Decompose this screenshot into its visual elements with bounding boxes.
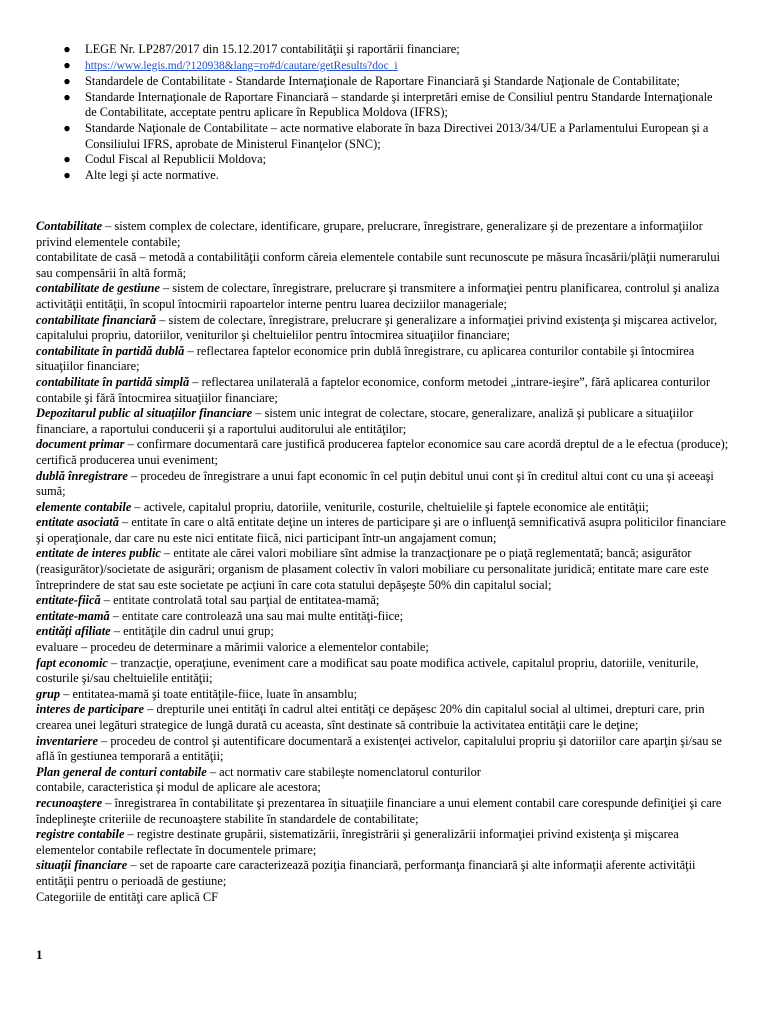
- bullet-icon: ●: [63, 120, 71, 135]
- definition-text: – drepturile unei entităţi în cadrul altei entităţi ce depăşesc 20% din capitalul social al ultimei, drepturi care, prin crearea unei legături strategice de lungă durată cu aceasta, sînt destinate să contribuie la activitatea entităţii care le deţine;: [36, 702, 705, 732]
- definition-term: contabilitate de casă: [36, 250, 137, 265]
- source-text: Standardele de Contabilitate - Standarde Internaţionale de Raportare Financiară şi Standarde Naţionale de Contabilitate;: [85, 74, 680, 89]
- definition-term: document primar: [36, 437, 125, 452]
- definition-term: dublă înregistrare: [36, 468, 128, 483]
- bullet-icon: ●: [63, 57, 71, 72]
- source-text: Standarde Naţionale de Contabilitate – acte normative elaborate în baza Directivei 2013/34/UE a Parlamentului European şi a Consiliului IFRS, aprobate de Ministerul Finanţelor (SNC);: [85, 120, 709, 151]
- bullet-icon: ●: [63, 152, 71, 167]
- definition-text: – entitate în care o altă entitate deţine un interes de participare şi are o influenţă semnificativă asupra politicilor financiare şi operaţionale, dar care nu este nici entitate fiică, nici participant într-un angajament comun;: [36, 515, 726, 545]
- definition-entry: [36, 780, 730, 796]
- source-text: LEGE Nr. LP287/2017 din 15.12.2017 contabilităţii şi raportării financiare;: [85, 42, 460, 56]
- definition-entry: [36, 406, 730, 437]
- source-item: [61, 90, 721, 121]
- definition-text: – sistem de colectare, înregistrare, prelucrare şi generalizare a informaţiei privind existenţa şi mişcarea activelor, capitalului propriu, datoriilor, veniturilor şi cheltuielilor pentru întocmirea situaţiilor financiare;: [36, 312, 718, 343]
- page-number: 1: [36, 947, 43, 962]
- definition-term: Contabilitate: [36, 219, 103, 233]
- definition-term: contabilitate de gestiune: [36, 281, 160, 296]
- source-item: [61, 58, 721, 75]
- source-text: Codul Fiscal al Republicii Moldova;: [85, 152, 267, 167]
- definition-entry: [36, 593, 730, 609]
- source-item: [61, 152, 721, 168]
- definition-entry: [36, 437, 730, 468]
- definition-term: Plan general de conturi contabile: [36, 764, 207, 779]
- definition-text: – activele, capitalul propriu, datoriile, veniturile, costurile, cheltuielile şi faptele economice ale entităţii;: [131, 499, 649, 514]
- definition-entry: [36, 827, 730, 858]
- definition-entry: [36, 702, 730, 733]
- definition-term: contabilitate în partidă dublă: [36, 343, 185, 358]
- definition-term: registre contabile: [36, 827, 125, 842]
- definition-entry: [36, 546, 730, 593]
- definition-text: – procedeu de înregistrare a unui fapt economic în cel puţin debitul unui cont şi în creditul altui cont cu una şi aceeaşi sumă;: [36, 468, 714, 499]
- definition-text: – înregistrarea în contabilitate şi prezentarea în situaţiile financiare a unui element contabil care corespunde definiţiei şi care îndeplineşte criteriile de recunoaştere stabilite în standardele de contabilitate;: [36, 795, 722, 826]
- definition-entry: [36, 515, 730, 546]
- definition-term: contabilitate financiară: [36, 312, 157, 327]
- definition-entry: [36, 344, 730, 375]
- definition-term: entitate de interes public: [36, 546, 161, 561]
- definition-term: entitate-fiică: [36, 593, 101, 608]
- definition-entry: [36, 250, 730, 281]
- source-item: [61, 168, 721, 184]
- definition-entry: [36, 500, 730, 516]
- bullet-icon: ●: [63, 89, 71, 104]
- source-text: Alte legi şi acte normative.: [85, 167, 219, 182]
- bullet-icon: ●: [63, 167, 71, 182]
- definition-entry: [36, 858, 730, 889]
- definitions-list: [36, 219, 730, 905]
- bullet-icon: ●: [63, 74, 71, 89]
- definition-text: – entitate controlată total sau parţial de entitatea-mamă;: [100, 593, 380, 608]
- definition-text: – tranzacţie, operaţiune, eveniment care a modificat sau poate modifica activele, capitalul propriu, datoriile, veniturile, costurile şi/sau cheltuielile entităţii;: [36, 655, 699, 686]
- definition-entry: [36, 624, 730, 640]
- definition-text: – sistem unic integrat de colectare, stocare, generalizare, analiză şi publicare a situaţiilor financiare, a raportului conducerii şi a raportului auditorului ale entităţilor;: [36, 406, 694, 436]
- definition-term: interes de participare: [36, 702, 145, 717]
- definition-text: – reflectarea faptelor economice prin dublă înregistrare, cu aplicarea conturilor contabile şi întocmirea situaţiilor financiare;: [36, 343, 695, 374]
- definition-term: entitate-mamă: [36, 608, 110, 623]
- definition-text: – set de rapoarte care caracterizează poziţia financiară, performanţa financiară şi alte informaţii aferente activităţii entităţii pentru o perioadă de gestiune;: [36, 858, 696, 888]
- definition-text: contabile, caracteristica şi modul de aplicare ale acestora;: [36, 780, 321, 795]
- definition-text: – act normativ care stabileşte nomenclatorul conturilor: [206, 764, 481, 779]
- definition-term: situaţii financiare: [36, 858, 128, 873]
- definition-term: elemente contabile: [36, 499, 132, 514]
- definition-entry: [36, 313, 730, 344]
- definition-entry: [36, 219, 730, 250]
- definition-term: entităţi afiliate: [36, 624, 111, 639]
- definition-entry: [36, 687, 730, 703]
- definition-text: Categoriile de entităţi care aplică CF: [36, 889, 218, 904]
- definition-text: – procedeu de control şi autentificare documentară a existenţei activelor, capitalului propriu şi datoriilor care aparţin şi/sau se află în gestiunea temporară a entităţii;: [36, 733, 722, 764]
- source-item: [61, 121, 721, 152]
- definition-text: – sistem de colectare, înregistrare, prelucrare şi transmitere a informaţiei pentru planificarea, controlul şi analiza activităţii entităţii, în scopul întocmirii rapoartelor interne pentru luarea deciziilor manageriale;: [36, 281, 720, 311]
- definition-text: – entităţile din cadrul unui grup;: [110, 624, 274, 639]
- source-link[interactable]: https://www.legis.md/?120938&lang=ro#d/cautare/getResults?doc_i: [85, 59, 398, 72]
- definition-entry: [36, 734, 730, 765]
- definition-entry: [36, 375, 730, 406]
- bullet-icon: ●: [63, 42, 71, 56]
- definition-entry: [36, 281, 730, 312]
- definition-term: inventariere: [36, 733, 98, 748]
- source-text: Standarde Internaţionale de Raportare Financiară – standarde şi interpretări emise de Consiliul pentru Standarde Internaţionale de Contabilitate, acceptate pentru aplicare în Republica Moldova (IFRS);: [85, 89, 713, 120]
- definition-term: Depozitarul public al situaţiilor financiare: [36, 406, 253, 421]
- definition-entry: [36, 469, 730, 500]
- definition-entry: [36, 609, 730, 625]
- definition-text: – entitatea-mamă şi toate entităţile-fiice, luate în ansamblu;: [60, 686, 358, 701]
- definition-term: fapt economic: [36, 655, 108, 670]
- source-item: [61, 42, 721, 58]
- definition-term: contabilitate în partidă simplă: [36, 374, 190, 389]
- sources-list: [61, 42, 721, 183]
- definition-entry: [36, 796, 730, 827]
- definition-entry: [36, 656, 730, 687]
- definition-text: – entitate ale cărei valori mobiliare sînt admise la tranzacţionare pe o piaţă reglementată; bancă; asigurător (reasigurător)/societate de asigurări; organism de plasament colectiv în valori mobiliare cu personalitate juridică; entitate mare care este întreprindere de stat sau este societate pe acţiuni în care cota statului depăşeşte 50% din capitalul social;: [36, 546, 709, 592]
- definition-text: – entitate care controlează una sau mai multe entităţi-fiice;: [109, 608, 404, 623]
- definition-term: recunoaştere: [36, 795, 103, 810]
- definition-term: entitate asociată: [36, 515, 119, 530]
- definition-text: – confirmare documentară care justifică producerea faptelor economice sau care acordă dreptul de a le efectua (produce); certifică producerea unui eveniment;: [36, 437, 729, 467]
- source-item: [61, 74, 721, 90]
- definition-term: grup: [36, 686, 61, 701]
- definition-text: – reflectarea unilaterală a faptelor economice, conform metodei „intrare-ieşire”, fără aplicarea conturilor contabile şi fără întocmirea situaţiilor financiare;: [36, 374, 710, 405]
- definition-term: evaluare: [36, 640, 78, 655]
- definition-entry: [36, 765, 730, 781]
- definition-text: – sistem complex de colectare, identificare, grupare, prelucrare, înregistrare, generalizare şi de prezentare a informaţiilor privind elementele contabile;: [36, 219, 703, 249]
- definition-entry: [36, 640, 730, 656]
- definition-text: – metodă a contabilităţii conform căreia elementele contabile sunt recunoscute pe măsura încasării/plăţii numerarului sau compensării în altă formă;: [36, 250, 720, 280]
- definition-entry: [36, 890, 730, 906]
- definition-text: – registre destinate grupării, sistematizării, înregistrării şi generalizării informaţiei privind existenţa şi mişcarea elementelor contabile reflectate în documentele primare;: [36, 827, 679, 857]
- definition-text: – procedeu de determinare a mărimii valorice a elementelor contabile;: [77, 640, 429, 655]
